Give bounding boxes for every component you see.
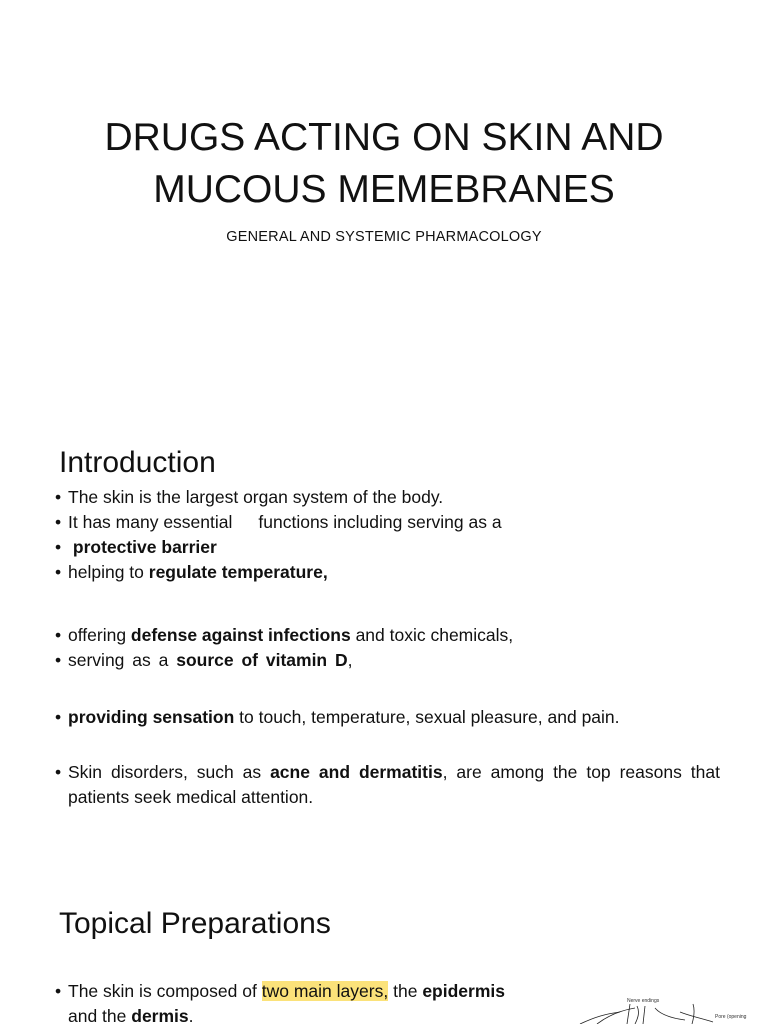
title-line-2: MUCOUS MEMEBRANES [153,168,615,211]
bullet-vitamin-d: • serving as a source of vitamin D, [55,648,720,673]
topical-bullets [55,979,505,1029]
slide-title [0,112,768,216]
skin-diagram-figure [575,992,768,1024]
bullet-essential-functions: • It has many essential functions including serving as a [55,510,720,535]
bullet-defense-infections: • offering defense against infections and toxic chemicals, [55,623,720,648]
slide-subtitle: GENERAL AND SYSTEMIC PHARMACOLOGY [226,229,542,245]
topical-preparations-heading: Topical Preparations [59,907,331,940]
intro-bullets-2 [55,623,720,673]
introduction-heading: Introduction [59,446,216,479]
intro-bullets-3 [55,705,720,730]
skin-hair-strokes [580,1004,713,1024]
bullet-skin-layers: • The skin is composed of two main layers, the epidermis and the dermis. [55,979,505,1029]
figure-label-nerve-endings: Nerve endings [627,998,660,1004]
title-line-1: DRUGS ACTING ON SKIN AND [104,116,664,159]
bullet-sensation: • providing sensation to touch, temperature, sexual pleasure, and pain. [55,705,720,730]
figure-label-pore: Pore (opening [715,1014,747,1020]
bullet-largest-organ: • The skin is the largest organ system of the body. [55,485,720,510]
bullet-regulate-temperature: • helping to regulate temperature, [55,560,720,585]
bullet-skin-disorders: • Skin disorders, such as acne and dermatitis, are among the top reasons that patients seek medical attention. [55,760,720,810]
intro-bullets-4 [55,760,720,810]
intro-bullets-1 [55,485,720,585]
highlight-two-main-layers: two main layers, [261,981,389,1001]
bullet-protective-barrier: • protective barrier [55,535,720,560]
